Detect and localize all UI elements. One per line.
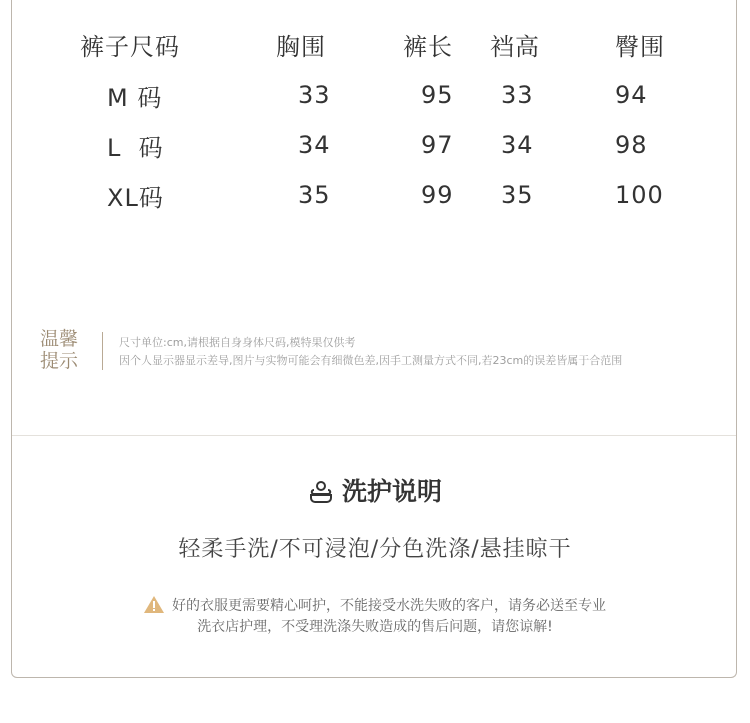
size-cell: XL码 xyxy=(107,183,164,212)
care-warning xyxy=(0,596,750,638)
value-cell: 98 xyxy=(615,131,648,159)
section-divider xyxy=(12,435,736,436)
size-table xyxy=(0,18,750,220)
tips-text xyxy=(119,334,622,370)
header-crotch-height: 裆高 xyxy=(490,32,540,61)
size-cell: L 码 xyxy=(107,133,164,162)
care-title-text: 洗护说明 xyxy=(341,477,442,506)
table-row xyxy=(0,170,750,220)
value-cell: 33 xyxy=(298,81,331,109)
wash-basin-icon xyxy=(308,480,334,504)
value-cell: 33 xyxy=(501,81,534,109)
care-instructions: 轻柔手洗/不可浸泡/分色洗涤/悬挂晾干 xyxy=(178,537,572,562)
value-cell: 34 xyxy=(501,131,534,159)
care-warning-line1 xyxy=(0,596,750,617)
value-cell: 99 xyxy=(421,181,454,209)
table-row xyxy=(0,120,750,170)
tips-label xyxy=(40,328,86,372)
tips-line-1: 尺寸单位:cm,请根据自身身体尺码,模特果仅供考 xyxy=(119,336,356,349)
header-chest: 胸围 xyxy=(276,32,326,61)
tips-label-line1: 温馨 xyxy=(40,328,79,350)
care-warning-text-1: 好的衣服更需要精心呵护，不能接受水洗失败的客户，请务必送至专业 xyxy=(172,598,606,614)
value-cell: 95 xyxy=(421,81,454,109)
header-size: 裤子尺码 xyxy=(80,32,180,61)
care-title xyxy=(0,472,750,508)
tips-line-2: 因个人显示器显示差导,图片与实物可能会有细微色差,因手工测量方式不同,若23cm的误差皆属于合范围 xyxy=(119,354,623,367)
value-cell: 35 xyxy=(298,181,331,209)
care-warning-text-2: 洗衣店护理，不受理洗涤失败造成的售后问题，请您谅解! xyxy=(197,619,553,635)
warning-icon xyxy=(144,596,164,613)
value-cell: 100 xyxy=(615,181,664,209)
header-hip: 臀围 xyxy=(615,32,665,61)
value-cell: 97 xyxy=(421,131,454,159)
size-table-header-row xyxy=(0,18,750,70)
value-cell: 94 xyxy=(615,81,648,109)
tips-label-line2: 提示 xyxy=(40,350,79,372)
size-cell: M 码 xyxy=(107,83,163,112)
header-pants-length: 裤长 xyxy=(403,32,453,61)
table-row xyxy=(0,70,750,120)
value-cell: 35 xyxy=(501,181,534,209)
tips-divider xyxy=(102,332,103,370)
value-cell: 34 xyxy=(298,131,331,159)
